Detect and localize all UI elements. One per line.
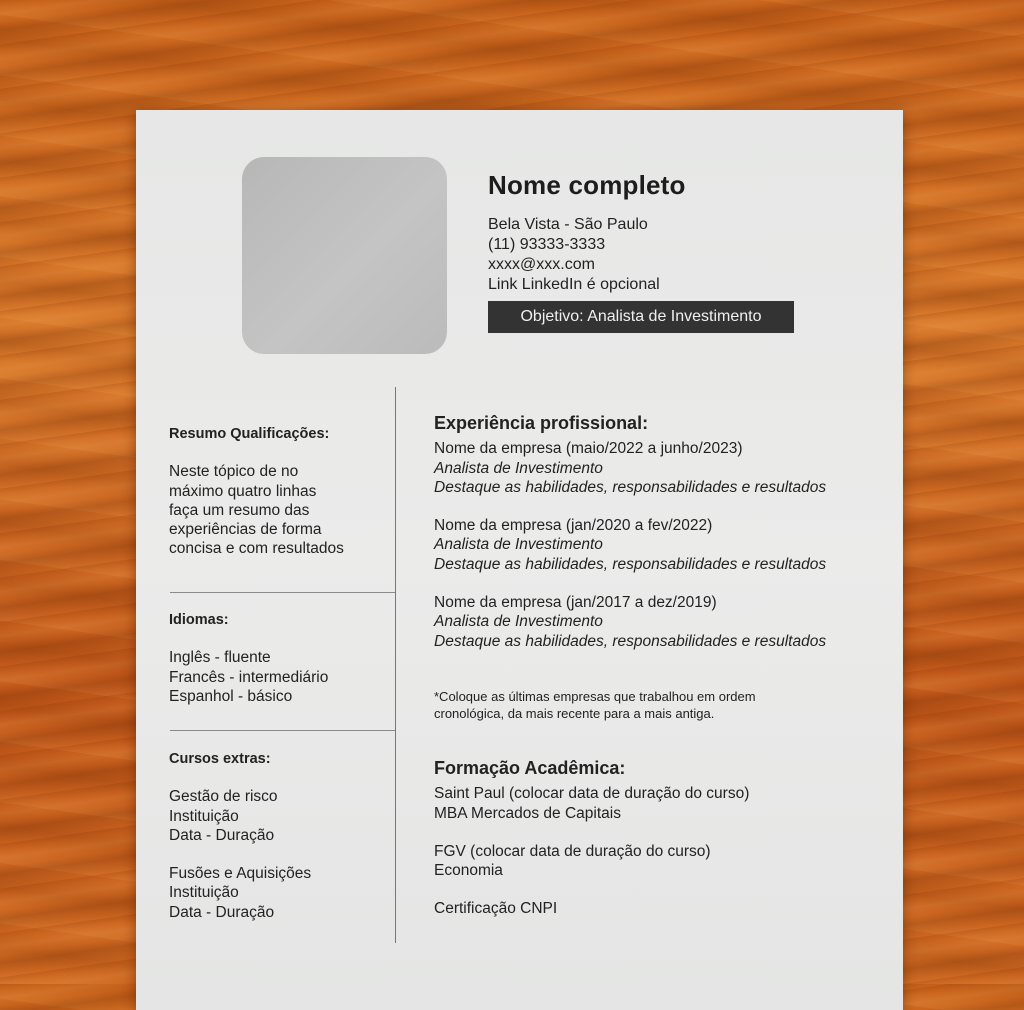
language-item: Inglês - fluente bbox=[169, 649, 271, 667]
summary-line: Neste tópico de no bbox=[169, 463, 299, 481]
resume-paper bbox=[136, 110, 903, 1010]
summary-line: experiências de forma bbox=[169, 521, 322, 539]
education-title: Formação Acadêmica: bbox=[434, 758, 626, 778]
job-role: Analista de Investimento bbox=[434, 459, 603, 477]
summary-section bbox=[169, 425, 344, 559]
language-item: Francês - intermediário bbox=[169, 668, 329, 686]
languages-title: Idiomas: bbox=[169, 612, 229, 628]
job-description: Destaque as habilidades, responsabilidades e resultados bbox=[434, 555, 827, 573]
job-period: (jan/2017 a dez/2019) bbox=[565, 594, 717, 612]
section-divider bbox=[170, 730, 395, 731]
section-divider bbox=[170, 592, 395, 593]
objective-banner: Objetivo: Analista de Investimento bbox=[488, 301, 794, 333]
column-divider bbox=[395, 387, 396, 943]
languages-section bbox=[169, 611, 328, 706]
job-description: Destaque as habilidades, responsabilidades e resultados bbox=[434, 478, 827, 496]
language-item: Espanhol - básico bbox=[169, 687, 293, 705]
course-date: Data - Duração bbox=[169, 826, 275, 844]
note-line: *Coloque as últimas empresas que trabalhou em ordem bbox=[434, 689, 756, 704]
education-section bbox=[434, 759, 749, 919]
contact-address: Bela Vista - São Paulo bbox=[488, 216, 648, 233]
experience-note bbox=[434, 688, 756, 722]
full-name: Nome completo bbox=[488, 170, 686, 200]
contact-phone: (11) 93333-3333 bbox=[488, 236, 606, 253]
job-company: Nome da empresa bbox=[434, 594, 562, 612]
job-role: Analista de Investimento bbox=[434, 536, 603, 554]
job-company: Nome da empresa bbox=[434, 517, 562, 535]
job-entry bbox=[434, 516, 826, 574]
summary-title: Resumo Qualificações: bbox=[169, 426, 330, 442]
job-entry bbox=[434, 593, 826, 651]
courses-title: Cursos extras: bbox=[169, 751, 271, 767]
certification: Certificação CNPI bbox=[434, 900, 558, 918]
job-role: Analista de Investimento bbox=[434, 613, 603, 631]
summary-line: concisa e com resultados bbox=[169, 540, 344, 558]
education-course: Economia bbox=[434, 862, 503, 880]
contact-linkedin: Link LinkedIn é opcional bbox=[488, 276, 660, 293]
course-name: Gestão de risco bbox=[169, 788, 278, 806]
course-name: Fusões e Aquisições bbox=[169, 865, 312, 883]
job-company: Nome da empresa bbox=[434, 440, 562, 458]
job-period: (jan/2020 a fev/2022) bbox=[565, 517, 713, 535]
courses-section bbox=[169, 750, 311, 922]
course-institution: Instituição bbox=[169, 807, 239, 825]
education-school: FGV (colocar data de duração do curso) bbox=[434, 842, 711, 860]
experience-title: Experiência profissional: bbox=[434, 413, 649, 433]
summary-line: faça um resumo das bbox=[169, 501, 310, 519]
course-institution: Instituição bbox=[169, 884, 239, 902]
contact-email: xxxx@xxx.com bbox=[488, 256, 595, 273]
job-entry bbox=[434, 439, 826, 497]
experience-section bbox=[434, 414, 826, 651]
education-course: MBA Mercados de Capitais bbox=[434, 804, 621, 822]
job-description: Destaque as habilidades, responsabilidades e resultados bbox=[434, 632, 827, 650]
summary-line: máximo quatro linhas bbox=[169, 482, 317, 500]
job-period: (maio/2022 a junho/2023) bbox=[565, 440, 743, 458]
course-date: Data - Duração bbox=[169, 903, 275, 921]
note-line: cronológica, da mais recente para a mais antiga. bbox=[434, 706, 715, 721]
contact-block bbox=[488, 215, 660, 295]
education-school: Saint Paul (colocar data de duração do curso) bbox=[434, 785, 750, 803]
photo-placeholder bbox=[242, 157, 447, 354]
